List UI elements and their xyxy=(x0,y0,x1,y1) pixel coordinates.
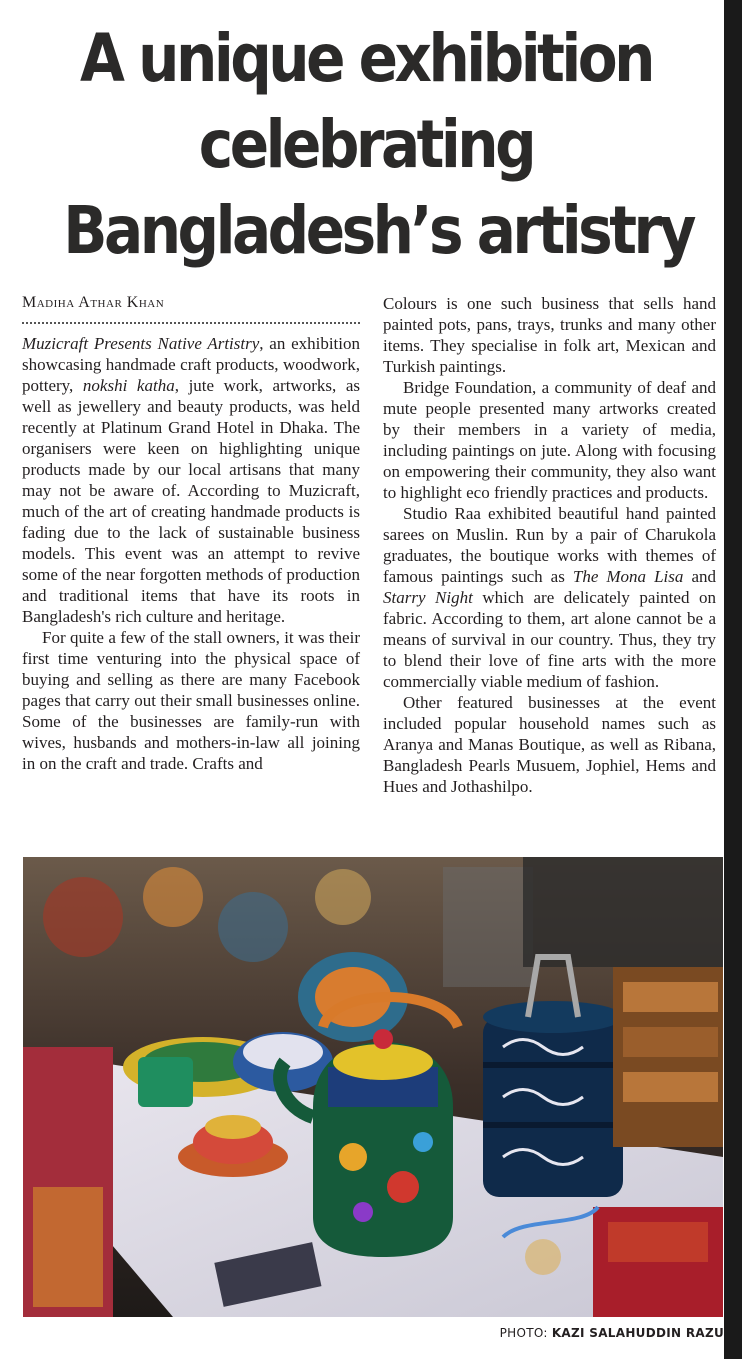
event-title: Muzicraft Presents Native Artistry xyxy=(22,334,260,353)
photographer-name: KAZI SALAHUDDIN RAZU xyxy=(551,1326,724,1340)
paragraph: Colours is one such business that sells hand painted pots, pans, trays, trunks and many other items. They specialise in folk art, Mexican and Turkish paintings. xyxy=(383,294,716,376)
headline-line-1: A unique exhibition xyxy=(80,20,652,97)
photo-credit: PHOTO: KAZI SALAHUDDIN RAZU xyxy=(499,1326,724,1340)
paragraph: Other featured businesses at the event included popular household names such as Aranya and Manas Boutique, as well as Ribana, Bangladesh Pearls Musuem, Jophiel, Hems and Hues and Jothashilpo. xyxy=(383,693,716,796)
paragraph: Studio Raa exhibited beautiful hand painted sarees on Muslin. Run by a pair of Charukola graduates, the boutique works with themes of famous paintings such as The Mona Lisa and Starry Night which are delicately painted on fabric. According to them, art alone cannot be a means of survival in our country. Thus, they try to blend their love of fine arts with the more commercially viable medium of fashion. xyxy=(383,504,716,691)
article-column-right xyxy=(383,293,716,797)
paragraph: For quite a few of the stall owners, it was their first time venturing into the physical space of buying and selling as there are many Facebook pages that carry out their small businesses online. Some of the businesses are family-run with wives, husbands and mothers-in-law all joining in on the craft and trade. Crafts and xyxy=(22,628,360,773)
paragraph: Bridge Foundation, a community of deaf and mute people presented many artworks created by their members in a variety of media, including paintings on jute. Along with focusing on empowering their community, they also want to highlight eco friendly practices and products. xyxy=(383,378,716,502)
paragraph: Muzicraft Presents Native Artistry, an exhibition showcasing handmade craft products, woodwork, pottery, nokshi katha, jute work, artworks, as well as jewellery and beauty products, was held recently at Platinum Grand Hotel in Dhaka. The organisers were keen on highlighting unique products made by our local artisans that many may not be aware of. According to Muzicraft, much of the art of creating handmade products is fading due to the lack of sustainable business models. This event was an attempt to revive some of the near forgotten methods of production and traditional items that have its roots in Bangladesh's rich culture and heritage. xyxy=(22,334,361,626)
headline xyxy=(63,16,693,274)
headline-line-3: Bangladesh’s artistry xyxy=(63,192,693,269)
exhibition-photo-illustration xyxy=(23,857,723,1317)
byline-divider xyxy=(22,322,360,324)
page-edge-bar xyxy=(724,0,742,1359)
byline: Madiha Athar Khan xyxy=(22,294,165,311)
article-column-left xyxy=(22,333,360,774)
exhibition-photo xyxy=(23,857,723,1317)
headline-line-2: celebrating xyxy=(198,106,534,183)
